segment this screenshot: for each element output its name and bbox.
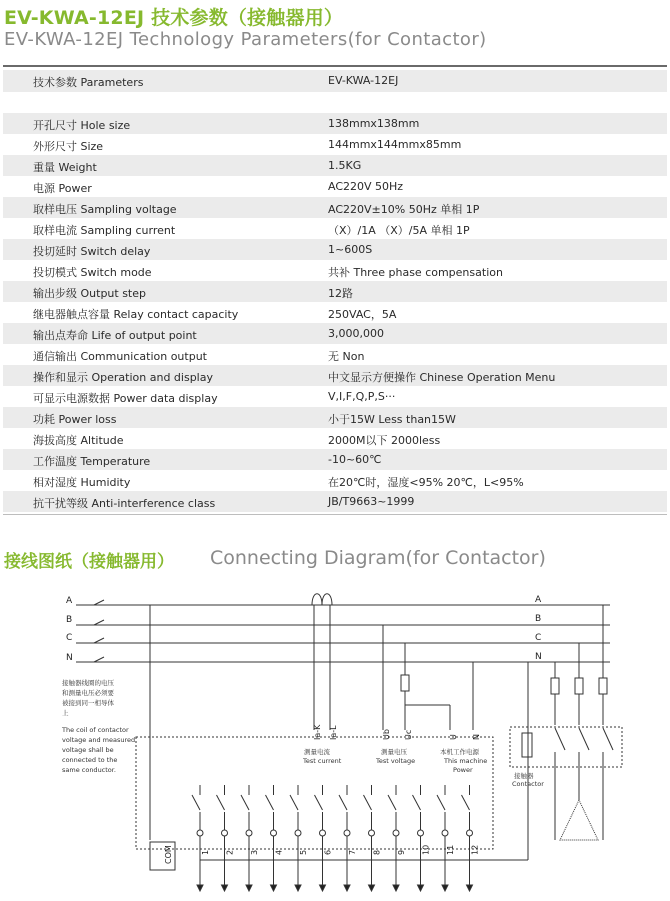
- row-label: 外形尺寸 Size: [33, 140, 104, 153]
- phase-b-label: B: [66, 615, 73, 625]
- output-terminal: [369, 830, 375, 836]
- table-row: [3, 365, 667, 386]
- output-number: 6: [323, 849, 333, 855]
- output-arrow: [467, 885, 473, 891]
- connecting-diagram: [0, 580, 670, 901]
- svg-text:上: 上: [62, 709, 69, 717]
- phase-c-label: C: [66, 633, 73, 643]
- relay-switch: [388, 795, 396, 810]
- output-arrow: [222, 885, 228, 891]
- fuse-uc: [401, 675, 409, 691]
- row-label: 取样电压 Sampling voltage: [33, 203, 177, 216]
- relay-switch: [437, 795, 445, 810]
- row-label: 输出步级 Output step: [33, 287, 146, 300]
- row-label: 抗干扰等级 Anti-interference class: [33, 497, 216, 510]
- row-value: 无 Non: [328, 350, 365, 363]
- output-arrow: [393, 885, 399, 891]
- output-number: 5: [299, 849, 308, 855]
- row-label: 继电器触点容量 Relay contact capacity: [33, 308, 239, 321]
- svg-text:connected to the: connected to the: [62, 756, 118, 764]
- row-label: 取样电流 Sampling current: [33, 224, 176, 237]
- row-label: 输出点寿命 Life of output point: [33, 329, 197, 342]
- output-arrow: [442, 885, 448, 891]
- row-value: 1.5KG: [328, 159, 362, 172]
- svg-text:测量电压: 测量电压: [381, 748, 407, 756]
- row-label: 电源 Power: [33, 182, 92, 195]
- output-terminal: [467, 830, 473, 836]
- output-number: 9: [397, 849, 406, 855]
- svg-text:Ia-L: Ia-L: [329, 725, 338, 740]
- svg-text:Power: Power: [453, 766, 473, 774]
- output-arrow: [369, 885, 375, 891]
- relay-switch: [217, 795, 225, 810]
- row-value: AC220V±10% 50Hz 单相 1P: [328, 203, 480, 216]
- table-row: [3, 491, 667, 512]
- svg-text:本机工作电源: 本机工作电源: [440, 748, 479, 756]
- table-header: [3, 70, 667, 92]
- svg-text:This machine: This machine: [444, 757, 488, 765]
- relay-switch: [192, 795, 200, 810]
- note-en-1: The coil of contactor: [62, 726, 129, 734]
- table-row: [3, 344, 667, 365]
- output-number: 10: [421, 844, 431, 855]
- row-value: （X）/1A （X）/5A 单相 1P: [328, 224, 470, 237]
- row-value: JB/T9663~1999: [328, 495, 415, 508]
- phase-a-label: A: [66, 596, 73, 606]
- row-value: 12路: [328, 287, 353, 300]
- table-row: [3, 302, 667, 323]
- row-value: 3,000,000: [328, 327, 384, 340]
- svg-text:Ia-K: Ia-K: [313, 724, 322, 740]
- svg-text:B: B: [535, 614, 542, 624]
- output-number: 11: [446, 844, 455, 855]
- table-row: [3, 323, 667, 344]
- diagram-title: 接线图纸（接触器用）: [4, 552, 174, 572]
- parameter-table: [3, 113, 667, 512]
- svg-text:voltage shall be: voltage shall be: [62, 746, 114, 754]
- table-row: [3, 134, 667, 155]
- svg-text:被接到同一相导体: 被接到同一相导体: [62, 699, 114, 707]
- relay-switch: [290, 795, 298, 810]
- row-value: 1~600S: [328, 243, 373, 256]
- output-arrow: [271, 885, 277, 891]
- current-transformer: [312, 594, 332, 605]
- row-label: 开孔尺寸 Hole size: [33, 119, 131, 132]
- output-arrow: [418, 885, 424, 891]
- phase-n-label: N: [66, 653, 73, 663]
- table-row: [3, 407, 667, 428]
- svg-text:C: C: [535, 633, 542, 643]
- table-row: [3, 218, 667, 239]
- output-number: 7: [348, 849, 357, 855]
- row-value: 小于15W Less than15W: [328, 413, 456, 426]
- row-label: 相对湿度 Humidity: [33, 476, 131, 489]
- table-row: [3, 176, 667, 197]
- output-terminal: [246, 830, 252, 836]
- row-label: 海拔高度 Altitude: [33, 434, 124, 447]
- svg-text:N: N: [472, 734, 481, 740]
- relay-switch: [364, 795, 372, 810]
- svg-text:和测量电压必须要: 和测量电压必须要: [62, 689, 114, 697]
- output-number: 8: [372, 849, 382, 855]
- output-number: 1: [201, 849, 210, 855]
- output-terminal: [344, 830, 350, 836]
- svg-text:接触器: 接触器: [514, 772, 534, 780]
- row-value: -10~60℃: [328, 453, 382, 466]
- table-row: [3, 428, 667, 449]
- output-terminal: [295, 830, 301, 836]
- note-cn-1: 接触器线圈的电压: [62, 679, 114, 687]
- row-label: 功耗 Power loss: [33, 413, 117, 426]
- relay-switch: [266, 795, 274, 810]
- table-header-label: 技术参数 Parameters: [33, 76, 144, 89]
- output-number: 3: [250, 849, 259, 855]
- output-number: 12: [470, 844, 480, 855]
- row-value: V,I,F,Q,P,S···: [328, 390, 396, 403]
- output-number: 2: [225, 849, 235, 855]
- contactor-coil: [522, 733, 532, 757]
- table-row: [3, 260, 667, 281]
- output-number: 4: [274, 849, 284, 855]
- output-arrow: [246, 885, 252, 891]
- row-value: 中文显示方便操作 Chinese Operation Menu: [328, 371, 556, 384]
- row-value: 250VAC，5A: [328, 308, 397, 321]
- output-terminal: [197, 830, 203, 836]
- output-arrow: [344, 885, 350, 891]
- table-row: [3, 470, 667, 491]
- svg-text:Test voltage: Test voltage: [376, 757, 416, 765]
- output-terminal: [271, 830, 277, 836]
- row-value: 2000M以下 2000less: [328, 434, 441, 447]
- row-label: 重量 Weight: [33, 161, 97, 174]
- page-subtitle: EV-KWA-12EJ Technology Parameters(for Contactor): [4, 29, 487, 50]
- table-header-value: EV-KWA-12EJ: [328, 74, 399, 87]
- relay-switch: [413, 795, 421, 810]
- svg-text:测量电流: 测量电流: [304, 748, 330, 756]
- svg-text:U: U: [449, 734, 458, 740]
- svg-text:COM: COM: [164, 845, 173, 864]
- output-terminal: [418, 830, 424, 836]
- table-row: [3, 197, 667, 218]
- row-label: 投切模式 Switch mode: [33, 266, 152, 279]
- row-value: 144mmx144mmx85mm: [328, 138, 462, 151]
- output-arrow: [295, 885, 301, 891]
- table-row: [3, 386, 667, 407]
- svg-text:same conductor.: same conductor.: [62, 766, 116, 774]
- page-title: EV-KWA-12EJ 技术参数（接触器用）: [4, 7, 344, 29]
- svg-text:A: A: [535, 595, 542, 605]
- output-terminal: [320, 830, 326, 836]
- output-terminal: [393, 830, 399, 836]
- row-label: 操作和显示 Operation and display: [33, 371, 213, 384]
- table-row: [3, 281, 667, 302]
- row-value: AC220V 50Hz: [328, 180, 404, 193]
- svg-text:Uc: Uc: [404, 729, 413, 740]
- output-arrow: [197, 885, 203, 891]
- capacitor-bank: [560, 800, 598, 840]
- diagram-subtitle: Connecting Diagram(for Contactor): [210, 547, 546, 569]
- relay-switch: [339, 795, 347, 810]
- table-row: [3, 113, 667, 134]
- row-label: 可显示电源数据 Power data display: [33, 392, 218, 405]
- svg-text:Contactor: Contactor: [512, 780, 544, 788]
- svg-text:voltage and measured: voltage and measured: [62, 736, 136, 744]
- row-value: 138mmx138mm: [328, 117, 420, 130]
- table-row: [3, 155, 667, 176]
- row-label: 通信输出 Communication output: [33, 350, 207, 363]
- svg-text:Test current: Test current: [303, 757, 342, 765]
- table-top-rule: [3, 65, 667, 67]
- row-label: 工作温度 Temperature: [33, 455, 151, 468]
- row-value: 共补 Three phase compensation: [328, 266, 503, 279]
- output-terminal: [222, 830, 228, 836]
- svg-text:N: N: [535, 652, 542, 662]
- relay-switch: [315, 795, 323, 810]
- table-bottom-rule: [3, 514, 667, 515]
- table-row: [3, 239, 667, 260]
- row-value: 在20℃时，湿度<95% 20℃，L<95%: [328, 476, 524, 489]
- table-row: [3, 449, 667, 470]
- output-arrow: [320, 885, 326, 891]
- relay-switch: [462, 795, 470, 810]
- row-label: 投切延时 Switch delay: [33, 245, 151, 258]
- svg-text:Ub: Ub: [382, 729, 391, 740]
- relay-switch: [241, 795, 249, 810]
- output-terminal: [442, 830, 448, 836]
